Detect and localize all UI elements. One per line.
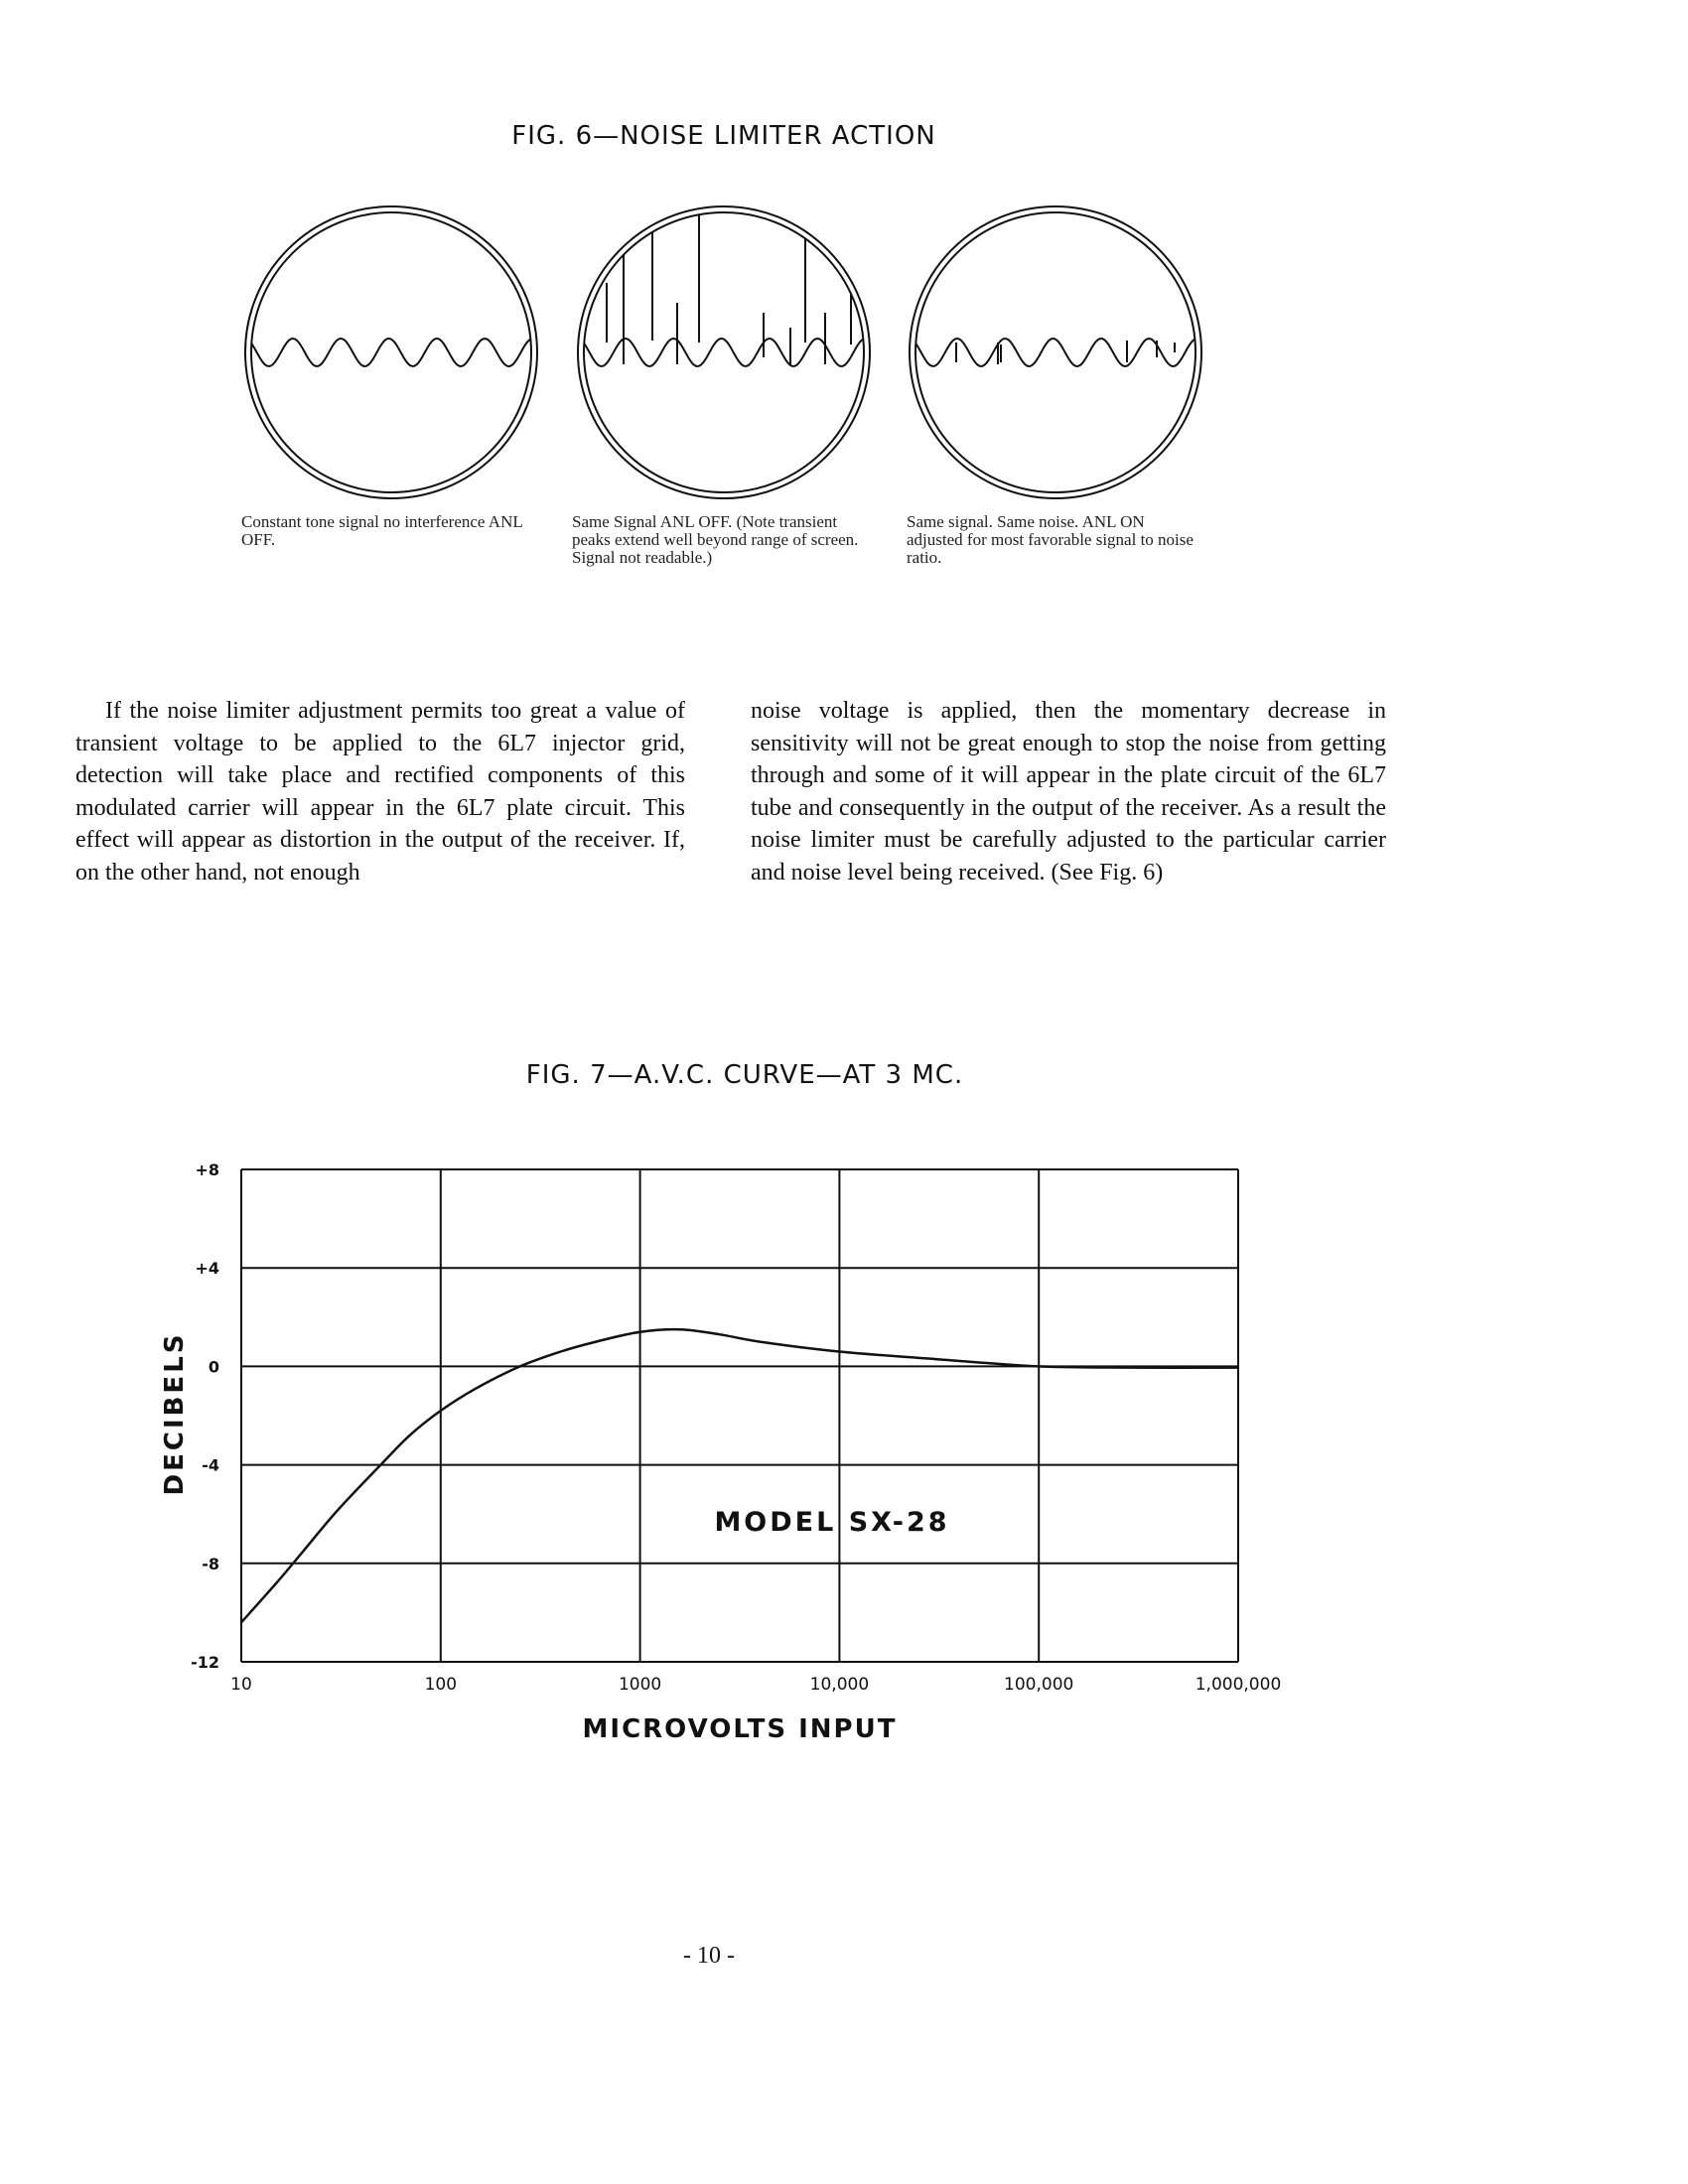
caption-screen-1: Constant tone signal no interference ANL OFF. bbox=[241, 512, 523, 549]
fig7-title: FIG. 7—A.V.C. CURVE—AT 3 MC. bbox=[525, 1060, 964, 1090]
y-tick-label: +4 bbox=[195, 1259, 219, 1279]
avc-curve-line bbox=[241, 1329, 1238, 1622]
chart-grid bbox=[241, 1169, 1238, 1662]
chart-annotation-model: MODEL SX-28 bbox=[714, 1507, 950, 1538]
body-paragraph-left: If the noise limiter adjustment permits too great a value of transient voltage to be applied to the 6L7 injector grid, detection will take place and rectified components of this modulated carrier will appear in the 6L7 plate circuit. This effect will appear as distortion in the output of the receiver. If, on the other hand, not enough bbox=[75, 698, 685, 886]
x-tick-label: 1,000,000 bbox=[1195, 1675, 1282, 1695]
y-tick-label: +8 bbox=[195, 1160, 219, 1179]
x-axis-label: MICROVOLTS INPUT bbox=[582, 1714, 898, 1744]
x-tick-label: 1000 bbox=[618, 1675, 662, 1695]
x-tick-label: 100 bbox=[424, 1675, 458, 1695]
caption-screen-2: Same Signal ANL OFF. (Note transient peaks extend well beyond range of screen. Signal not readable.) bbox=[572, 512, 859, 567]
x-tick-label: 10 bbox=[230, 1675, 252, 1695]
y-tick-label: -12 bbox=[191, 1653, 219, 1672]
y-tick-label: -8 bbox=[202, 1554, 219, 1573]
fig6-title: FIG. 6—NOISE LIMITER ACTION bbox=[511, 121, 936, 151]
x-tick-label: 10,000 bbox=[809, 1675, 870, 1695]
y-tick-labels bbox=[191, 1160, 219, 1672]
page-number: - 10 - bbox=[683, 1943, 735, 1969]
x-tick-labels bbox=[230, 1675, 1281, 1695]
x-tick-label: 100,000 bbox=[1004, 1675, 1074, 1695]
y-axis-label: DECIBELS bbox=[160, 1331, 190, 1496]
y-tick-label: 0 bbox=[208, 1357, 219, 1377]
caption-screen-3: Same signal. Same noise. ANL ON adjusted for most favorable signal to noise ratio. bbox=[907, 512, 1194, 567]
y-tick-label: -4 bbox=[202, 1455, 219, 1475]
body-paragraph-right: noise voltage is applied, then the momentary decrease in sensitivity will not be great enough to stop the noise from getting through and some of it will appear in the plate circuit of the 6L7 tube and consequently in the output of the receiver. As a result the noise limiter must be carefully adjusted to the particular carrier and noise level being received. (See Fig. 6) bbox=[751, 698, 1386, 886]
